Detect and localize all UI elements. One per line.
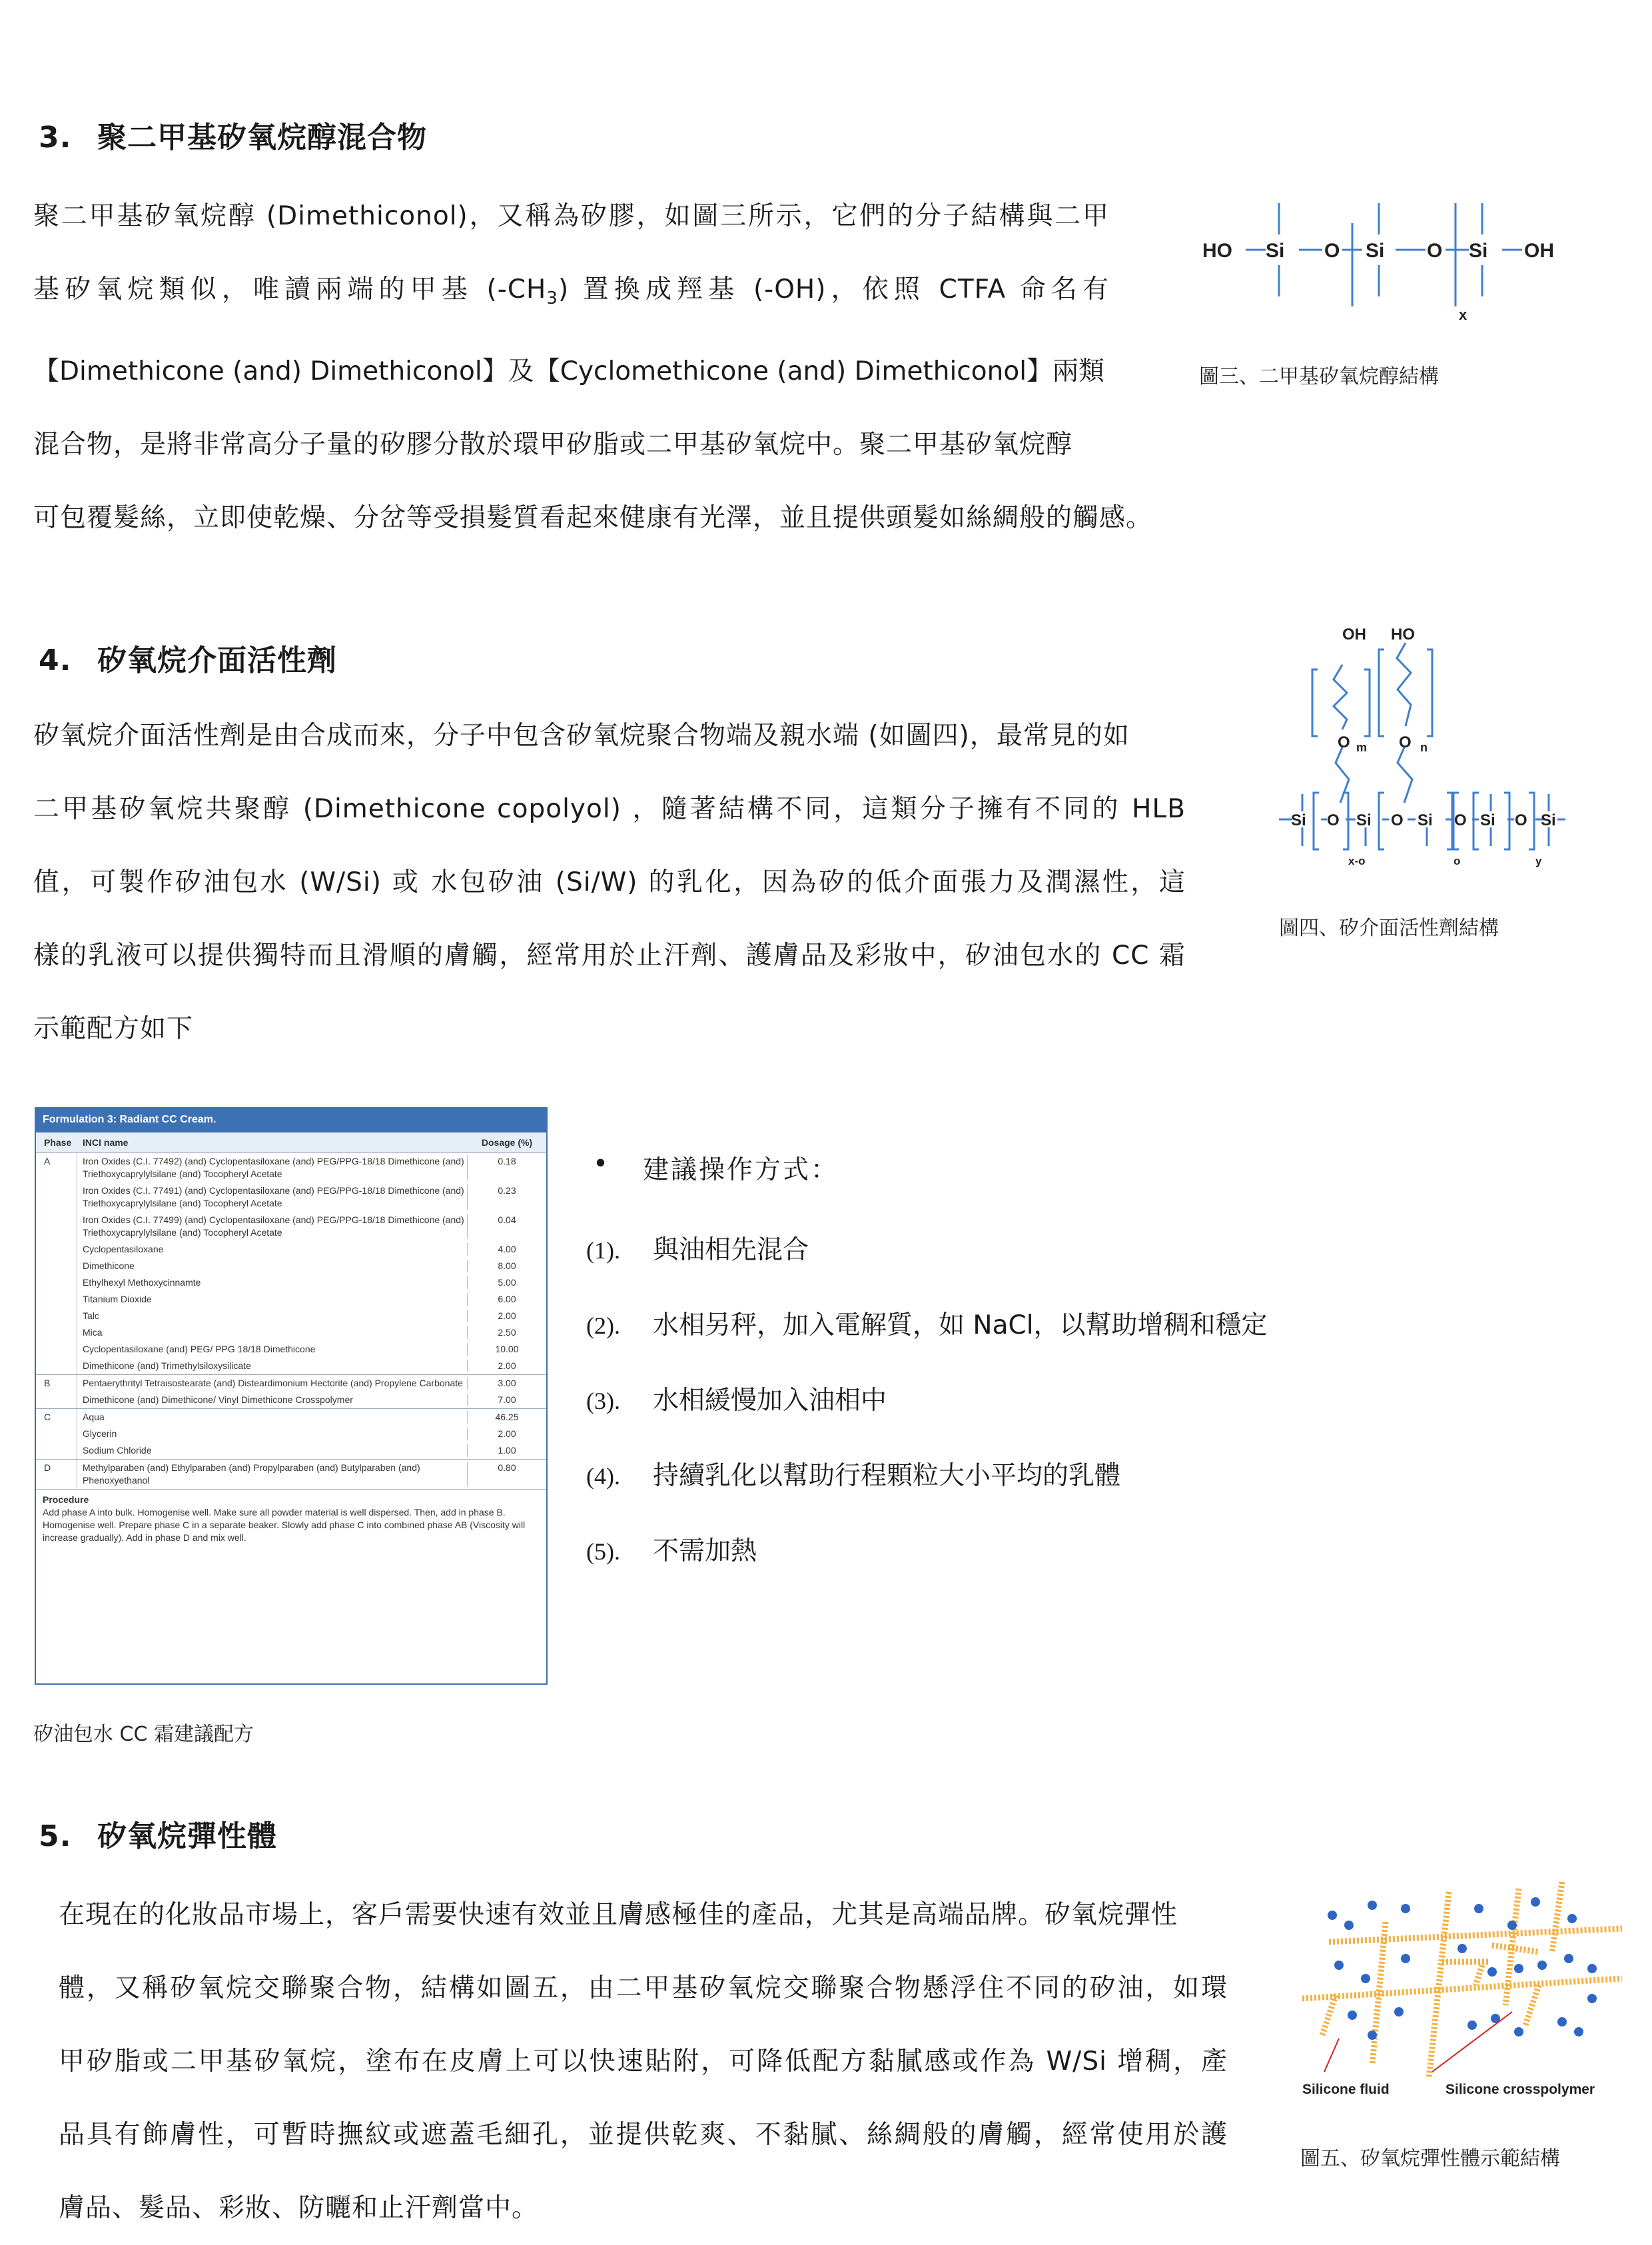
silicone-fluid-label: Silicone fluid	[1302, 2082, 1390, 2097]
step-text: 不需加熱	[653, 1536, 757, 1566]
inci-cell: Titanium Dioxide	[83, 1294, 152, 1304]
si-label: Si	[1366, 240, 1385, 262]
formulation-caption: 矽油包水 CC 霜建議配方	[33, 1723, 254, 1746]
paragraph-line: 可包覆髮絲，立即使乾燥、分岔等受損髮質看起來健康有光澤，並且提供頭髮如絲綢般的觸感。	[33, 502, 1153, 533]
y-label: y	[1535, 855, 1542, 867]
table-header	[36, 1132, 546, 1153]
inci-cell: Cyclopentasiloxane (and) PEG/ PPG 18/18 Dimethicone	[83, 1344, 316, 1354]
phase-items	[77, 1460, 546, 1489]
dosage-cell: 2.00	[467, 1360, 546, 1372]
table-row	[77, 1341, 546, 1358]
paragraph-line: 值，可製作矽油包水 (W/Si) 或 水包矽油 (Si/W) 的乳化，因為矽的低介面張力及潤濕性，這	[33, 867, 1186, 897]
phase-cell: D	[36, 1460, 77, 1489]
list-item	[586, 1455, 1120, 1492]
oh-label: OH	[1342, 626, 1366, 644]
table-row	[77, 1442, 546, 1459]
section-number: 4.	[39, 644, 72, 677]
operation-steps	[586, 1142, 1452, 1569]
section-5-paragraph	[59, 1879, 1228, 2245]
table-row	[77, 1274, 546, 1291]
o-label: O	[1324, 240, 1340, 262]
dosage-cell: 4.00	[467, 1243, 546, 1256]
si-label: Si	[1266, 240, 1285, 262]
phase-items	[77, 1153, 546, 1374]
phase-items	[77, 1375, 546, 1408]
header-dosage: Dosage (%)	[481, 1137, 533, 1148]
paragraph-line: 示範配方如下	[33, 1014, 194, 1044]
phase-items	[77, 1409, 546, 1459]
section-title: 矽氧烷彈性體	[97, 1819, 277, 1853]
o-sub-label: o	[1453, 855, 1461, 867]
paragraph-line: 混合物，是將非常高分子量的矽膠分散於環甲矽脂或二甲基矽氧烷中。聚二甲基矽氧烷醇	[33, 429, 1073, 460]
procedure-text: Add phase A into bulk. Homogenise well. Make sure all powder material is well dispersed. Then, add in phase B. Homogenise well. Prepare phase C in a separate beaker. Slowly add phase C into combined phase AB (Viscosity will increase gradually). Add in phase D and mix well.	[43, 1507, 526, 1543]
list-item	[586, 1304, 1268, 1342]
section-number: 3.	[39, 121, 72, 155]
paragraph-line: 樣的乳液可以提供獨特而且滑順的膚觸，經常用於止汗劑、護膚品及彩妝中，矽油包水的 CC 霜	[33, 941, 1186, 971]
paragraph-line: 在現在的化妝品市場上，客戶需要快速有效並且膚感極佳的產品，尤其是高端品牌。矽氧烷彈性	[59, 1900, 1178, 1930]
table-row	[77, 1212, 546, 1241]
dosage-cell: 8.00	[467, 1260, 546, 1272]
phase-cell: C	[36, 1409, 77, 1459]
si-label: Si	[1480, 811, 1495, 829]
si-label: Si	[1356, 811, 1372, 829]
step-number: (1).	[586, 1237, 620, 1264]
x-o-label: x-o	[1348, 855, 1366, 867]
dosage-cell: 3.00	[467, 1377, 546, 1390]
si-label: Si	[1418, 811, 1433, 829]
oh-label: OH	[1524, 240, 1554, 262]
inci-cell: Ethylhexyl Methoxycinnamte	[83, 1277, 201, 1288]
inci-cell: Aqua	[83, 1412, 105, 1422]
ho-label: HO	[1391, 626, 1415, 644]
phase-group	[36, 1153, 546, 1375]
phase-cell: B	[36, 1375, 77, 1408]
dosage-cell: 6.00	[467, 1293, 546, 1306]
inci-cell: Dimethicone	[83, 1260, 135, 1271]
table-row	[77, 1358, 546, 1374]
n-label: n	[1420, 741, 1428, 754]
dosage-cell: 2.00	[467, 1428, 546, 1440]
formulation-table	[35, 1107, 548, 1685]
table-row	[77, 1375, 546, 1392]
section-title: 聚二甲基矽氧烷醇混合物	[97, 121, 427, 155]
inci-cell: Iron Oxides (C.I. 77492) (and) Cyclopentasiloxane (and) PEG/PPG-18/18 Dimethicone (and) Triethoxycaprylylsilane (and) Tocopheryl Acetate	[83, 1156, 464, 1179]
inci-cell: Dimethicone (and) Dimethicone/ Vinyl Dimethicone Crosspolymer	[83, 1394, 353, 1405]
section-3-heading	[39, 113, 427, 156]
inci-cell: Cyclopentasiloxane	[83, 1244, 164, 1254]
table-row	[77, 1182, 546, 1212]
o-label: O	[1399, 733, 1412, 751]
phase-group	[36, 1375, 546, 1409]
x-label: x	[1459, 306, 1467, 323]
section-number: 5.	[39, 1819, 72, 1853]
steps-title: 建議操作方式：	[643, 1155, 839, 1185]
dosage-cell: 2.50	[467, 1326, 546, 1339]
procedure	[36, 1490, 546, 1548]
dosage-cell: 1.00	[467, 1444, 546, 1457]
silicone-elastomer-diagram	[1299, 1879, 1625, 2118]
si-label: Si	[1469, 240, 1488, 262]
inci-cell: Glycerin	[83, 1428, 117, 1439]
text-run: ) 置換成羥基 (-OH)，依照 CTFA 命名有	[558, 274, 1109, 304]
paragraph-line: 二甲基矽氧烷共聚醇 (Dimethicone copolyol) ，隨著結構不同，這類分子擁有不同的 HLB	[33, 794, 1186, 824]
list-item	[586, 1530, 757, 1568]
section-title: 矽氧烷介面活性劑	[97, 644, 337, 677]
dosage-cell: 46.25	[467, 1411, 546, 1424]
inci-cell: Iron Oxides (C.I. 77491) (and) Cyclopentasiloxane (and) PEG/PPG-18/18 Dimethicone (and) Triethoxycaprylylsilane (and) Tocopheryl Acetate	[83, 1185, 464, 1208]
o-label: O	[1338, 733, 1350, 751]
formulation-title: Formulation 3: Radiant CC Cream.	[36, 1109, 546, 1132]
list-item	[586, 1380, 887, 1417]
dosage-cell: 0.18	[467, 1155, 546, 1180]
step-text: 持續乳化以幫助行程顆粒大小平均的乳體	[653, 1461, 1121, 1491]
inci-cell: Sodium Chloride	[83, 1445, 152, 1456]
table-row	[77, 1153, 546, 1182]
figure-3-caption: 圖三、二甲基矽氧烷醇結構	[1199, 365, 1439, 388]
figure-4-caption: 圖四、矽介面活性劑結構	[1279, 917, 1499, 940]
inci-cell: Dimethicone (and) Trimethylsiloxysilicate	[83, 1360, 251, 1371]
section-3-paragraph	[33, 180, 1153, 555]
ho-label: HO	[1202, 240, 1232, 262]
paragraph-line: 體，又稱矽氧烷交聯聚合物，結構如圖五，由二甲基矽氧烷交聯聚合物懸浮住不同的矽油，如環	[59, 1973, 1228, 2003]
paragraph-line: 【Dimethicone (and) Dimethiconol】及【Cyclomethicone (and) Dimethiconol】兩類	[33, 356, 1105, 386]
o-label: O	[1427, 240, 1443, 262]
section-4-heading	[39, 636, 337, 679]
paragraph-line: 甲矽脂或二甲基矽氧烷，塗布在皮膚上可以快速貼附，可降低配方黏膩感或作為 W/Si 增稠，產	[59, 2046, 1228, 2076]
dosage-cell: 0.80	[467, 1462, 546, 1487]
paragraph-line: 聚二甲基矽氧烷醇 (Dimethiconol)，又稱為矽膠，如圖三所示，它們的分子結構與二甲	[33, 201, 1109, 231]
table-row	[77, 1308, 546, 1324]
inci-cell: Pentaerythrityl Tetraisostearate (and) Disteardimonium Hectorite (and) Propylene Carbonate	[83, 1378, 463, 1388]
dosage-cell: 10.00	[467, 1343, 546, 1356]
paragraph-line: 矽氧烷介面活性劑是由合成而來，分子中包含矽氧烷聚合物端及親水端 (如圖四)，最常見的如	[33, 721, 1130, 751]
dosage-cell: 0.04	[467, 1214, 546, 1239]
inci-cell: Talc	[83, 1310, 99, 1321]
dosage-cell: 0.23	[467, 1184, 546, 1210]
subscript: 3	[546, 288, 558, 308]
section-4-paragraph	[33, 699, 1186, 1066]
header-inci: INCI name	[83, 1137, 129, 1148]
figure-5-caption: 圖五、矽氧烷彈性體示範結構	[1300, 2147, 1560, 2170]
list-item	[586, 1229, 809, 1266]
section-5-heading	[39, 1812, 277, 1855]
paragraph-line: 膚品、髮品、彩妝、防曬和止汗劑當中。	[59, 2193, 539, 2223]
si-label: Si	[1291, 811, 1306, 829]
procedure-title: Procedure	[43, 1494, 89, 1505]
table-row	[77, 1392, 546, 1408]
dosage-cell: 7.00	[467, 1394, 546, 1406]
dosage-cell: 2.00	[467, 1310, 546, 1322]
inci-cell: Methylparaben (and) Ethylparaben (and) Propylparaben (and) Butylparaben (and) Phenoxyethanol	[83, 1462, 420, 1486]
phase-group	[36, 1409, 546, 1460]
step-text: 水相另秤，加入電解質，如 NaCl，以幫助增稠和穩定	[653, 1310, 1268, 1340]
m-label: m	[1356, 741, 1368, 754]
dosage-cell: 5.00	[467, 1276, 546, 1289]
dimethiconol-structure-diagram	[1199, 187, 1572, 333]
phase-cell: A	[36, 1153, 77, 1374]
si-label: Si	[1541, 811, 1556, 829]
paragraph-line: 品具有飾膚性，可暫時撫紋或遮蓋毛細孔，並提供乾爽、不黏膩、絲綢般的膚觸，經常使用於護	[59, 2120, 1228, 2150]
inci-cell: Iron Oxides (C.I. 77499) (and) Cyclopentasiloxane (and) PEG/PPG-18/18 Dimethicone (and) Triethoxycaprylylsilane (and) Tocopheryl Acetate	[83, 1214, 464, 1238]
text-run: 基矽氧烷類似，唯讀兩端的甲基 (-CH	[33, 274, 547, 304]
o-label: O	[1454, 811, 1467, 829]
silicone-surfactant-structure-diagram	[1279, 620, 1565, 886]
table-row	[77, 1241, 546, 1258]
table-row	[77, 1324, 546, 1341]
table-row	[77, 1460, 546, 1489]
step-number: (4).	[586, 1463, 620, 1490]
table-row	[77, 1291, 546, 1308]
o-label: O	[1327, 811, 1340, 829]
paragraph-line	[33, 253, 1109, 335]
header-phase: Phase	[44, 1137, 72, 1148]
step-number: (2).	[586, 1312, 620, 1339]
o-label: O	[1515, 811, 1527, 829]
table-row	[77, 1409, 546, 1426]
table-body	[36, 1153, 546, 1490]
inci-cell: Mica	[83, 1327, 103, 1338]
silicone-crosspolymer-label: Silicone crosspolymer	[1446, 2082, 1595, 2097]
step-number: (5).	[586, 1538, 620, 1565]
step-text: 水相緩慢加入油相中	[653, 1386, 887, 1416]
step-number: (3).	[586, 1388, 620, 1414]
step-text: 與油相先混合	[653, 1235, 809, 1265]
table-row	[77, 1426, 546, 1442]
bullet: •	[593, 1149, 609, 1179]
phase-group	[36, 1460, 546, 1490]
o-label: O	[1391, 811, 1404, 829]
table-row	[77, 1258, 546, 1274]
